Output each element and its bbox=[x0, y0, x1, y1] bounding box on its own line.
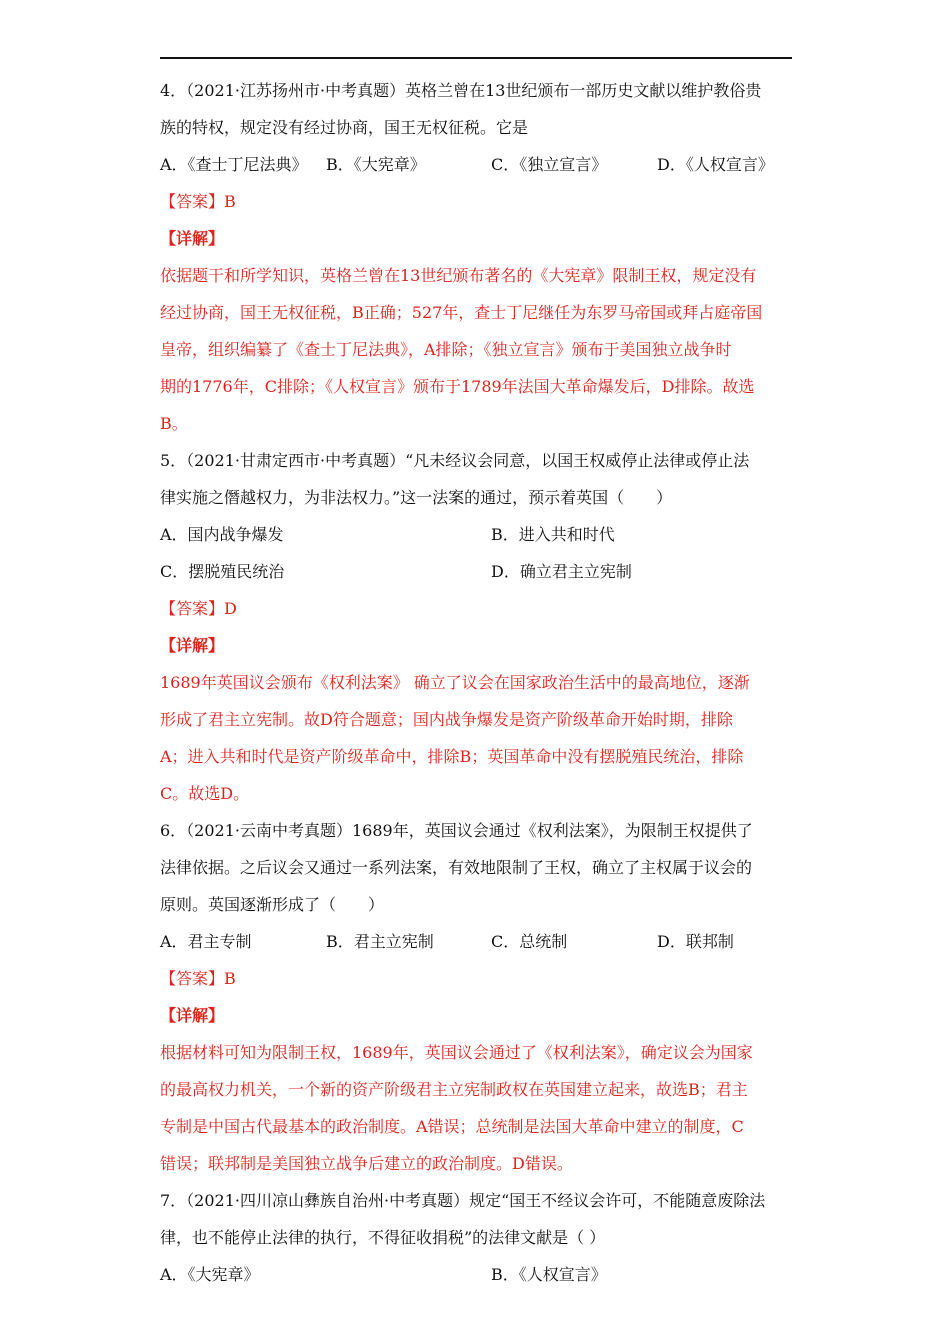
explanation-line: 期的1776年，C排除；《人权宣言》颁布于1789年法国大革命爆发后，D排除。故选 bbox=[160, 377, 755, 396]
detail-label: 【详解】 bbox=[160, 636, 225, 655]
option-b: B．《人权宣言》 bbox=[491, 1265, 607, 1284]
option-row bbox=[160, 516, 792, 553]
option-a: A．《查士丁尼法典》 bbox=[160, 155, 308, 174]
option-b: B．《大宪章》 bbox=[326, 155, 426, 174]
option-d: D．《人权宣言》 bbox=[657, 155, 774, 174]
option-a: A．君主专制 bbox=[160, 932, 252, 951]
detail-label: 【详解】 bbox=[160, 1006, 225, 1025]
option-d: D．确立君主立宪制 bbox=[491, 562, 632, 581]
question-stem: 6．（2021·云南中考真题）1689年，英国议会通过《权利法案》，为限制王权提供了 bbox=[160, 821, 753, 840]
question-stem: 法律依据。之后议会又通过一系列法案，有效地限制了王权，确立了主权属于议会的 bbox=[160, 858, 753, 877]
option-c: C．总统制 bbox=[491, 932, 568, 951]
option-c: C．摆脱殖民统治 bbox=[160, 562, 285, 581]
explanation-line: 根据材料可知为限制王权，1689年，英国议会通过了《权利法案》，确定议会为国家 bbox=[160, 1043, 753, 1062]
answer-label: 【答案】B bbox=[160, 969, 236, 988]
explanation-line: B。 bbox=[160, 414, 188, 433]
question-4 bbox=[160, 72, 792, 442]
question-stem: 律，也不能停止法律的执行，不得征收捐税”的法律文献是（ ） bbox=[160, 1228, 606, 1247]
explanation-line: C。故选D。 bbox=[160, 784, 250, 803]
question-stem: 4．（2021·江苏扬州市·中考真题）英格兰曾在13世纪颁布一部历史文献以维护教俗贵 bbox=[160, 81, 762, 100]
answer-label: 【答案】B bbox=[160, 192, 236, 211]
explanation-line: 错误；联邦制是美国独立战争后建立的政治制度。D错误。 bbox=[160, 1154, 573, 1173]
question-stem: 原则。英国逐渐形成了（ ） bbox=[160, 895, 385, 914]
question-5 bbox=[160, 442, 792, 812]
detail-label: 【详解】 bbox=[160, 229, 225, 248]
explanation-line: A；进入共和时代是资产阶级革命中，排除B；英国革命中没有摆脱殖民统治，排除 bbox=[160, 747, 744, 766]
answer-label: 【答案】D bbox=[160, 599, 237, 618]
explanation-line: 皇帝，组织编纂了《查士丁尼法典》，A排除；《独立宣言》颁布于美国独立战争时 bbox=[160, 340, 732, 359]
option-d: D．联邦制 bbox=[657, 932, 734, 951]
question-stem: 律实施之僭越权力，为非法权力。”这一法案的通过，预示着英国（ ） bbox=[160, 488, 673, 507]
question-6 bbox=[160, 812, 792, 1182]
question-stem: 7．（2021·四川凉山彝族自治州·中考真题）规定“国王不经议会许可，不能随意废除法 bbox=[160, 1191, 766, 1210]
question-7 bbox=[160, 1182, 792, 1293]
option-a: A．《大宪章》 bbox=[160, 1265, 260, 1284]
option-row bbox=[160, 553, 792, 590]
option-row bbox=[160, 146, 792, 183]
question-stem: 族的特权，规定没有经过协商，国王无权征税。它是 bbox=[160, 118, 529, 137]
option-row bbox=[160, 1256, 792, 1293]
option-b: B．进入共和时代 bbox=[491, 525, 615, 544]
explanation-line: 1689年英国议会颁布《权利法案》 确立了议会在国家政治生活中的最高地位，逐渐 bbox=[160, 673, 750, 692]
explanation-line: 经过协商，国王无权征税，B正确；527年，查士丁尼继任为东罗马帝国或拜占庭帝国 bbox=[160, 303, 763, 322]
option-a: A．国内战争爆发 bbox=[160, 525, 284, 544]
option-b: B．君主立宪制 bbox=[326, 932, 434, 951]
header-rule bbox=[160, 57, 792, 59]
option-c: C．《独立宣言》 bbox=[491, 155, 608, 174]
explanation-line: 依据题干和所学知识，英格兰曾在13世纪颁布著名的《大宪章》限制王权，规定没有 bbox=[160, 266, 757, 285]
document-body bbox=[160, 72, 792, 1293]
explanation-line: 专制是中国古代最基本的政治制度。A错误；总统制是法国大革命中建立的制度，C bbox=[160, 1117, 744, 1136]
explanation-line: 的最高权力机关，一个新的资产阶级君主立宪制政权在英国建立起来，故选B；君主 bbox=[160, 1080, 748, 1099]
question-stem: 5．（2021·甘肃定西市·中考真题）“凡未经议会同意，以国王权威停止法律或停止法 bbox=[160, 451, 750, 470]
option-row bbox=[160, 923, 792, 960]
explanation-line: 形成了君主立宪制。故D符合题意；国内战争爆发是资产阶级革命开始时期，排除 bbox=[160, 710, 733, 729]
